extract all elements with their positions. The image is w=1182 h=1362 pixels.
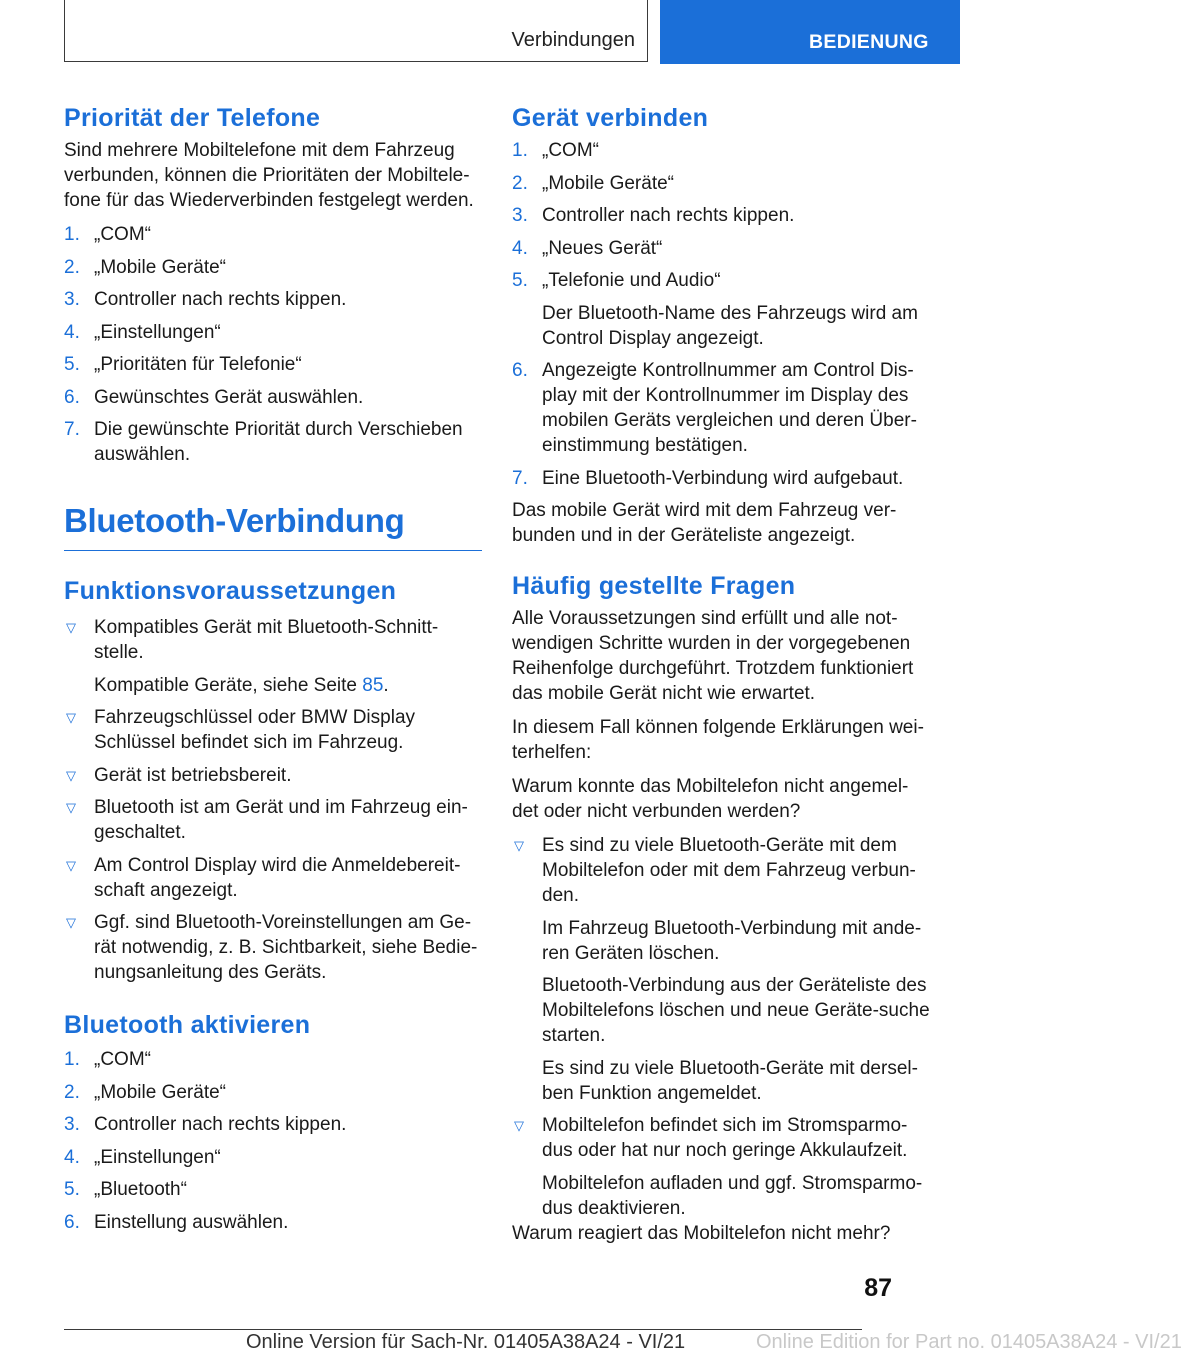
chapter-tab-label: BEDIENUNG: [809, 31, 929, 53]
list-voraussetzungen: [64, 615, 482, 985]
list-item: 2. „Mobile Geräte“: [64, 256, 226, 278]
steps-bluetooth-aktivieren: [64, 1047, 482, 1235]
heading-voraussetzungen: Funktionsvoraussetzungen: [64, 577, 397, 605]
list-item: 4. „Einstellungen“: [64, 321, 221, 343]
heading-prioritaet: Priorität der Telefone: [64, 104, 321, 132]
list-item: 4. „Einstellungen“: [64, 1146, 221, 1168]
page-header: [0, 0, 960, 66]
list-item: ▽ Am Control Display wird die Anmeldebereit-schaft angezeigt.: [66, 854, 461, 901]
list-item: ▽ Bluetooth ist am Gerät und im Fahrzeug ein-geschaltet.: [66, 797, 468, 843]
list-item: ▽ Gerät ist betriebsbereit.: [66, 764, 292, 786]
triangle-bullet-icon: ▽: [66, 800, 76, 815]
list-item: 7. Die gewünschte Priorität durch Verschieben auswählen.: [64, 419, 463, 465]
outro-geraet-verbinden: Das mobile Gerät wird mit dem Fahrzeug ver-bunden und in der Geräteliste angezeigt.: [512, 500, 897, 546]
triangle-bullet-icon: ▽: [514, 1118, 524, 1133]
faq-paragraph: Alle Voraussetzungen sind erfüllt und alle not-wendigen Schritte wurden in der vorgegebenen Reihenfolge durchgeführt. Trotzdem funktioniert das mobile Gerät nicht wie erwartet.: [512, 608, 914, 704]
footer-divider: [64, 1329, 862, 1330]
section-header-box: [64, 0, 648, 62]
triangle-bullet-icon: ▽: [66, 915, 76, 930]
footer-watermark: Online Edition for Part no. 01405A38A24 - VI/21: [756, 1331, 1182, 1353]
list-item: 5. „Telefonie und Audio“: [512, 270, 721, 291]
page-link[interactable]: 85: [362, 674, 384, 696]
list-item: 5. „Bluetooth“: [64, 1179, 187, 1200]
list-item: 3. Controller nach rechts kippen.: [64, 1114, 347, 1135]
list-item: 1. „COM“: [64, 1049, 151, 1070]
list-item: 7. Eine Bluetooth-Verbindung wird aufgebaut.: [512, 467, 904, 489]
triangle-bullet-icon: ▽: [66, 767, 76, 783]
list-item: ▽ Es sind zu viele Bluetooth-Geräte mit dem Mobiltelefon oder mit dem Fahrzeug verbun-den.: [514, 835, 916, 906]
list-item: 6. Gewünschtes Gerät auswählen.: [64, 386, 364, 408]
intro-prioritaet: Sind mehrere Mobiltelefone mit dem Fahrzeug verbunden, können die Prioritäten der Mobiltele-fone für das Wiederverbinden festgelegt werden.: [64, 140, 474, 211]
list-item: ▽ Fahrzeugschlüssel oder BMW Display Schlüssel befindet sich im Fahrzeug.: [66, 707, 416, 753]
triangle-bullet-icon: ▽: [66, 620, 76, 635]
list-item: 6. Angezeigte Kontrollnummer am Control Dis-play mit der Kontrollnummer im Display des mobilen Geräts vergleichen und deren Über-einstimmung bestätigen.: [512, 360, 917, 456]
list-item: 3. Controller nach rechts kippen.: [64, 289, 347, 310]
list-item: 1. „COM“: [512, 140, 599, 161]
left-column: [64, 100, 482, 1242]
steps-geraet-verbinden: [512, 138, 930, 491]
list-item: 4. „Neues Gerät“: [512, 237, 663, 259]
footer-version: Online Version für Sach-Nr. 01405A38A24 - VI/21: [246, 1331, 686, 1353]
list-item: ▽ Mobiltelefon befindet sich im Stromsparmo-dus oder hat nur noch geringe Akkulaufzeit.: [514, 1115, 908, 1161]
triangle-bullet-icon: ▽: [66, 710, 76, 725]
heading-geraet-verbinden: Gerät verbinden: [512, 104, 709, 132]
section-title: Verbindungen: [511, 29, 635, 51]
steps-prioritaet: [64, 222, 482, 467]
list-item-note: Bluetooth-Verbindung aus der Geräteliste des Mobiltelefons löschen und neue Geräte-suche starten.: [542, 975, 930, 1046]
heading-bluetooth-aktivieren: Bluetooth aktivieren: [64, 1011, 311, 1039]
list-item: 3. Controller nach rechts kippen.: [512, 205, 795, 226]
list-item-note: Mobiltelefon aufladen und ggf. Stromsparmo-dus deaktivieren.: [542, 1172, 923, 1219]
list-item-note: Der Bluetooth-Name des Fahrzeugs wird am Control Display angezeigt.: [542, 302, 918, 349]
list-item: 2. „Mobile Geräte“: [512, 172, 674, 194]
faq-answers: [512, 833, 930, 1221]
list-item-note: Im Fahrzeug Bluetooth-Verbindung mit ande-ren Geräten löschen.: [542, 917, 922, 964]
list-item: ▽ Kompatibles Gerät mit Bluetooth-Schnitt-stelle.: [66, 617, 439, 663]
faq-question: Warum reagiert das Mobiltelefon nicht mehr?: [512, 1222, 891, 1244]
list-item: 6. Einstellung auswählen.: [64, 1211, 289, 1233]
chapter-tab: [660, 0, 960, 64]
list-item-note: Es sind zu viele Bluetooth-Geräte mit dersel-ben Funktion angemeldet.: [542, 1057, 918, 1104]
triangle-bullet-icon: ▽: [66, 857, 76, 873]
list-item: 5. „Prioritäten für Telefonie“: [64, 354, 302, 375]
right-column: [512, 100, 930, 1246]
list-item-note: Kompatible Geräte, siehe Seite 85.: [94, 674, 389, 696]
list-item: ▽ Ggf. sind Bluetooth-Voreinstellungen am Ge-rät notwendig, z. B. Sichtbarkeit, siehe Bedie-nungsanleitung des Geräts.: [66, 912, 478, 983]
heading-faq: Häufig gestellte Fragen: [512, 572, 796, 600]
triangle-bullet-icon: ▽: [514, 838, 524, 853]
faq-question: Warum konnte das Mobiltelefon nicht angemel-det oder nicht verbunden werden?: [512, 776, 909, 822]
list-item: 2. „Mobile Geräte“: [64, 1081, 226, 1103]
faq-paragraph: In diesem Fall können folgende Erklärungen wei-terhelfen:: [512, 717, 924, 763]
chapter-heading: Bluetooth-Verbindung: [64, 497, 482, 551]
page-number: 87: [864, 1274, 892, 1302]
list-item: 1. „COM“: [64, 224, 151, 245]
